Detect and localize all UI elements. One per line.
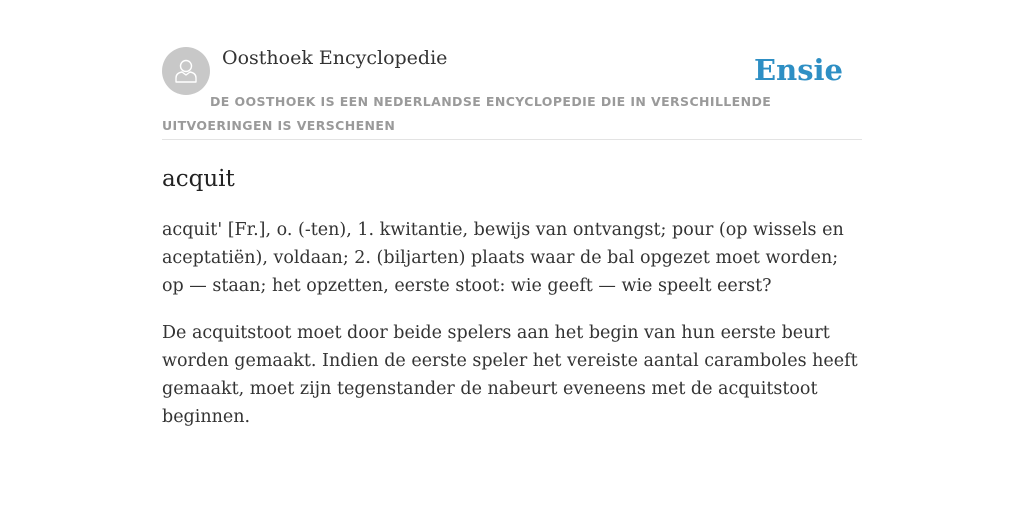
- entry-paragraph-2: De acquitstoot moet door beide spelers aan het begin van hun eerste beurt worden gemaakt. Indien de eerste speler het vereiste aantal caramboles heeft gemaakt, moet zijn tegenstander de nabeurt eveneens met de acquitstoot beginnen.: [162, 323, 858, 427]
- brand-logo[interactable]: Ensie: [754, 53, 843, 87]
- entry-title: acquit: [162, 166, 235, 192]
- user-avatar-icon: [171, 56, 201, 86]
- source-title[interactable]: Oosthoek Encyclopedie: [222, 47, 448, 69]
- page: [162, 0, 862, 431]
- avatar[interactable]: [162, 47, 210, 95]
- entry-paragraph-1: acquit' [Fr.], o. (-ten), 1. kwitantie, bewijs van ontvangst; pour (op wissels en aceptatiën), voldaan; 2. (biljarten) plaats waar de bal opgezet moet worden; op — staan; het opzetten, eerste stoot: wie geeft — wie speelt eerst?: [162, 220, 844, 296]
- source-header: [162, 46, 862, 140]
- source-description: DE OOSTHOEK IS EEN NEDERLANDSE ENCYCLOPEDIE DIE IN VERSCHILLENDE UITVOERINGEN IS VERSCHENEN: [162, 94, 772, 133]
